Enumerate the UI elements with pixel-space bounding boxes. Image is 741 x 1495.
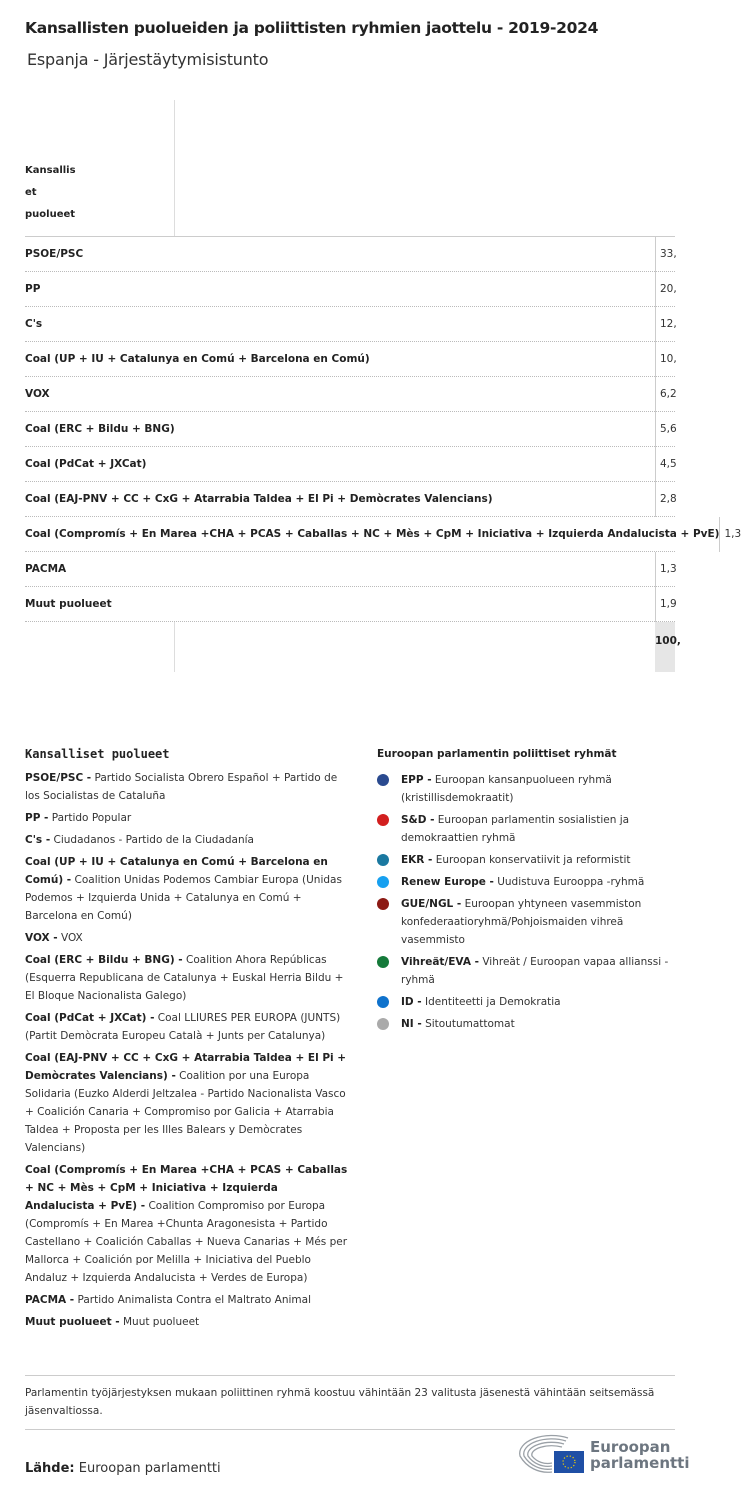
legend-desc: Euroopan parlamentin sosialistien ja demokraattien ryhmä <box>401 814 630 844</box>
group-color-dot-icon <box>377 854 389 866</box>
legend-abbr: VOX - <box>25 932 58 944</box>
source-label: Lähde: <box>25 1461 75 1476</box>
page-subtitle: Espanja - Järjestäytymisistunto <box>27 50 269 69</box>
party-share: 12, <box>655 307 675 342</box>
group-color-dot-icon <box>377 1018 389 1030</box>
legend-desc: Coal LLIURES PER EUROPA (JUNTS) (Partit Demòcrata Europeu Català + Junts per Catalunya) <box>25 1012 341 1042</box>
legend-item <box>377 811 677 847</box>
legend-abbr: NI - <box>401 1018 422 1030</box>
legend-desc: Coalition Ahora Repúblicas (Esquerra Republicana de Catalunya + Euskal Herria Bildu + El Bloque Nacionalista Galego) <box>25 954 344 1002</box>
legend-abbr: Coal (EAJ-PNV + CC + CxG + Atarrabia Taldea + El Pi + Demòcrates Valencians) - <box>25 1052 347 1082</box>
party-name: Coal (Compromís + En Marea +CHA + PCAS + Caballas + NC + Mès + CpM + Iniciativa + Izquierda Andalucista + PvE) <box>25 528 720 540</box>
legend-desc: Sitoutumattomat <box>425 1018 515 1030</box>
parliament-hemicycle-icon <box>518 1436 586 1474</box>
group-color-dot-icon <box>377 814 389 826</box>
column-header-parties: Kansallis et puolueet <box>25 165 76 220</box>
party-share: 4,5 <box>655 447 675 482</box>
legend-abbr: Muut puolueet - <box>25 1316 120 1328</box>
table-row <box>25 412 675 447</box>
party-share: 1,3 <box>719 517 739 552</box>
legend-item <box>25 1313 350 1331</box>
group-color-dot-icon <box>377 898 389 910</box>
source-value: Euroopan parlamentti <box>78 1461 221 1476</box>
party-share: 33, <box>655 237 675 272</box>
table-row <box>25 342 675 377</box>
footnote: Parlamentin työjärjestyksen mukaan poliittinen ryhmä koostuu vähintään 23 valitusta jäsenestä vähintään seitsemässä jäsenvaltiossa. <box>25 1375 675 1430</box>
legend-item <box>25 1291 350 1309</box>
legend-item <box>377 851 677 869</box>
legend-item <box>25 929 350 947</box>
legend-desc: Partido Popular <box>51 812 132 824</box>
party-name: VOX <box>25 388 50 400</box>
legend-desc: Partido Socialista Obrero Español + Partido de los Socialistas de Cataluña <box>25 772 338 802</box>
group-color-dot-icon <box>377 876 389 888</box>
column-divider <box>174 622 175 672</box>
legend-desc: Euroopan konservatiivit ja reformistit <box>435 854 631 866</box>
legend-abbr: EPP - <box>401 774 432 786</box>
legend-abbr: Vihreät/EVA - <box>401 956 479 968</box>
parties-table <box>25 100 741 672</box>
party-name: PACMA <box>25 563 67 575</box>
party-share: 5,6 <box>655 412 675 447</box>
legend-abbr: Coal (Compromís + En Marea +CHA + PCAS + Caballas + NC + Mès + CpM + Iniciativa + Izquierda Andalucista + PvE) - <box>25 1164 348 1212</box>
legend-abbr: PACMA - <box>25 1294 75 1306</box>
legend-title: Euroopan parlamentin poliittiset ryhmät <box>377 748 617 760</box>
table-total-row <box>25 622 681 672</box>
table-row <box>25 552 675 587</box>
legend-desc: Coalition por una Europa Solidaria (Euzko Alderdi Jeltzalea - Partido Nacionalista Vasco + Coalición Canaria + Compromiso por Galicia + Atarrabia Taldea + Proposta per les Illes Balears y Demòcrates Valencians) <box>25 1070 346 1154</box>
legend-item <box>25 809 350 827</box>
legend-abbr: PSOE/PSC - <box>25 772 92 784</box>
legend-item <box>25 1161 350 1287</box>
legend-abbr: Coal (PdCat + JXCat) - <box>25 1012 155 1024</box>
legend-item <box>25 831 350 849</box>
legend-desc: VOX <box>60 932 83 944</box>
party-share: 10, <box>655 342 675 377</box>
party-name: Coal (ERC + Bildu + BNG) <box>25 423 175 435</box>
legend-desc: Muut puolueet <box>122 1316 200 1328</box>
legend-desc: Euroopan kansanpuolueen ryhmä (kristillisdemokraatit) <box>401 774 612 804</box>
group-color-dot-icon <box>377 774 389 786</box>
legend-abbr: PP - <box>25 812 49 824</box>
legend-desc: Coalition Unidas Podemos Cambiar Europa (Unidas Podemos + Izquierda Unida + Catalunya en Comú + Barcelona en Comú) <box>25 874 342 922</box>
legend-abbr: GUE/NGL - <box>401 898 462 910</box>
party-share: 1,9 <box>655 587 675 622</box>
table-row <box>25 482 675 517</box>
total-value: 100, <box>655 622 675 672</box>
legend-abbr: ID - <box>401 996 422 1008</box>
party-share: 1,3 <box>655 552 675 587</box>
table-row <box>25 272 675 307</box>
party-name: Coal (PdCat + JXCat) <box>25 458 147 470</box>
legend-item <box>25 853 350 925</box>
logo-text-line1: Euroopan <box>590 1438 671 1456</box>
group-color-dot-icon <box>377 996 389 1008</box>
table-row <box>25 587 675 622</box>
legend-abbr: Renew Europe - <box>401 876 494 888</box>
logo-text-line2: parlamentti <box>590 1454 690 1472</box>
legend-desc: Vihreät / Euroopan vapaa allianssi -ryhmä <box>401 956 669 986</box>
legend-abbr: C's - <box>25 834 51 846</box>
table-row <box>25 237 675 272</box>
party-name: Muut puolueet <box>25 598 112 610</box>
legend-item <box>25 951 350 1005</box>
legend-item <box>377 895 677 949</box>
table-header <box>25 100 675 237</box>
legend-title: Kansalliset puolueet <box>25 747 170 761</box>
legend-item <box>377 953 677 989</box>
table-row <box>25 517 741 552</box>
legend-abbr: S&D - <box>401 814 435 826</box>
legend-desc: Euroopan yhtyneen vasemmiston konfederaatioryhmä/Pohjoismaiden vihreä vasemmisto <box>401 898 642 946</box>
legend-item <box>377 993 677 1011</box>
party-share: 6,2 <box>655 377 675 412</box>
legend-item <box>25 1009 350 1045</box>
party-name: PP <box>25 283 41 295</box>
legend-item <box>377 771 677 807</box>
legend-item <box>377 873 677 891</box>
legend-abbr: Coal (ERC + Bildu + BNG) - <box>25 954 183 966</box>
column-divider <box>174 100 175 236</box>
legend-abbr: EKR - <box>401 854 433 866</box>
party-name: Coal (EAJ-PNV + CC + CxG + Atarrabia Taldea + El Pi + Demòcrates Valencians) <box>25 493 493 505</box>
political-groups-legend <box>377 745 677 1037</box>
page-title: Kansallisten puolueiden ja poliittisten ryhmien jaottelu - 2019-2024 <box>25 19 599 37</box>
table-row <box>25 307 675 342</box>
party-name: C's <box>25 318 43 330</box>
group-color-dot-icon <box>377 956 389 968</box>
legend-desc: Coalition Compromiso por Europa (Compromís + En Marea +Chunta Aragonesista + Partido Castellano + Coalición Caballas + Nueva Canarias + Més per Mallorca + Coalición por Melilla + Iniciativa del Pueblo Andaluz + Izquierda Andalucista + Verdes de Europa) <box>25 1200 348 1284</box>
european-parliament-logo <box>518 1436 690 1474</box>
party-share: 2,8 <box>655 482 675 517</box>
party-share: 20, <box>655 272 675 307</box>
legend-abbr: Coal (UP + IU + Catalunya en Comú + Barcelona en Comú) - <box>25 856 328 886</box>
legend-desc: Identiteetti ja Demokratia <box>424 996 561 1008</box>
national-parties-legend <box>25 745 350 1335</box>
legend-desc: Uudistuva Eurooppa -ryhmä <box>497 876 645 888</box>
party-name: Coal (UP + IU + Catalunya en Comú + Barcelona en Comú) <box>25 353 370 365</box>
table-row <box>25 377 675 412</box>
legend-item <box>377 1015 677 1033</box>
source <box>25 1461 221 1476</box>
party-name: PSOE/PSC <box>25 248 84 260</box>
legend-desc: Ciudadanos - Partido de la Ciudadanía <box>53 834 254 846</box>
legend-item <box>25 1049 350 1157</box>
legend-desc: Partido Animalista Contra el Maltrato Animal <box>77 1294 312 1306</box>
legend-item <box>25 769 350 805</box>
table-row <box>25 447 675 482</box>
